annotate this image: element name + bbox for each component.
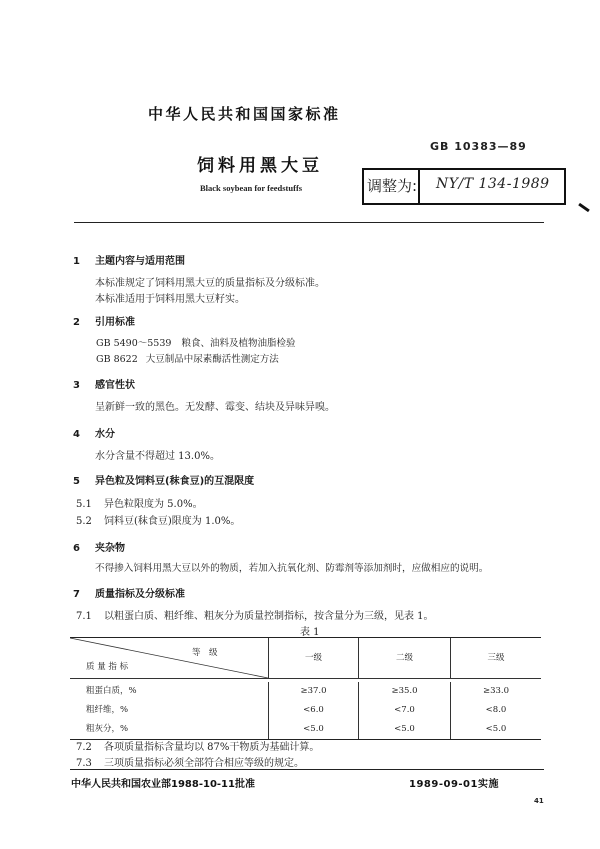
column-header: 一级 (268, 638, 358, 678)
clause-number: 7.2 (76, 742, 92, 753)
clause-7-1 (76, 607, 434, 622)
document-title-en: Black soybean for feedstuffs (200, 183, 303, 193)
table-corner-cell (70, 638, 268, 678)
section-number: 2 (73, 317, 80, 328)
section-title: 主题内容与适用范围 (95, 256, 185, 267)
column-header: 三级 (450, 638, 541, 678)
section-title: 水分 (95, 429, 115, 440)
table-header-row (70, 637, 541, 679)
row-label: 粗灰分，% (86, 724, 129, 734)
table-cell: <6.0 (268, 701, 358, 720)
section-7-heading (73, 585, 185, 600)
clause-number: 5.2 (76, 516, 92, 527)
reference-item (96, 351, 279, 365)
table-cell: <5.0 (268, 720, 358, 739)
adjustment-stamp (362, 168, 566, 205)
corner-top-label: 等 级 (192, 648, 218, 658)
section-number: 7 (73, 589, 80, 600)
table-cell: <7.0 (358, 701, 450, 720)
table-cell: <5.0 (450, 720, 541, 739)
approval-line: 中华人民共和国农业部1988-10-11批准 (71, 779, 255, 790)
stamp-value: NY/T 134-1989 (436, 176, 550, 192)
clause-number: 5.1 (76, 499, 92, 510)
section-3-paragraph: 呈新鲜一致的黑色。无发酵、霉变、结块及异味异嗅。 (95, 402, 335, 413)
clause-text: 各项质量指标含量均以 87%干物质为基础计算。 (104, 742, 320, 753)
clause-7-3 (76, 754, 304, 769)
document-title-cn: 饲料用黑大豆 (197, 156, 323, 176)
section-5-heading (73, 472, 254, 487)
clause-5-1 (76, 495, 203, 510)
section-number: 5 (73, 476, 80, 487)
column-header: 二级 (358, 638, 450, 678)
clause-number: 7.3 (76, 758, 92, 769)
section-number: 1 (73, 256, 80, 267)
row-label: 粗纤维，% (86, 705, 129, 715)
clause-number: 7.1 (76, 611, 92, 622)
section-1-paragraph-1: 本标准规定了饲料用黑大豆的质量指标及分级标准。 (95, 278, 325, 289)
clause-text: 饲料豆(秣食豆)限度为 1.0%。 (104, 516, 241, 527)
standard-code: GB 10383—89 (430, 140, 527, 153)
diagonal-divider (70, 638, 268, 678)
quality-grade-table (70, 637, 541, 740)
clause-5-2 (76, 512, 240, 527)
section-number: 6 (73, 543, 80, 554)
table-cell: <5.0 (358, 720, 450, 739)
section-1-heading (73, 252, 185, 267)
table-cell: ≥33.0 (450, 682, 541, 701)
table-cell: ≥35.0 (358, 682, 450, 701)
section-title: 引用标准 (95, 317, 135, 328)
section-6-heading (73, 539, 125, 554)
section-3-heading (73, 376, 135, 391)
table-cell: ≥37.0 (268, 682, 358, 701)
corner-bottom-label: 质 量 指 标 (86, 662, 129, 672)
clause-text: 三项质量指标必须全部符合相应等级的规定。 (104, 758, 304, 769)
clause-7-2 (76, 738, 319, 753)
section-title: 夹杂物 (95, 543, 125, 554)
clause-text: 异色粒限度为 5.0%。 (104, 499, 203, 510)
national-standard-heading: 中华人民共和国国家标准 (148, 105, 341, 123)
table-row (70, 720, 541, 740)
section-1-paragraph-2: 本标准适用于饲料用黑大豆籽实。 (95, 294, 245, 305)
section-4-paragraph: 水分含量不得超过 13.0%。 (95, 451, 220, 462)
table-row (70, 679, 541, 701)
section-title: 感官性状 (95, 380, 135, 391)
section-title: 异色粒及饲料豆(秣食豆)的互混限度 (95, 476, 255, 487)
reference-item (96, 335, 295, 349)
section-4-heading (73, 425, 115, 440)
section-2-heading (73, 313, 135, 328)
stamp-label: 调整为: (364, 170, 420, 203)
section-6-paragraph: 不得掺入饲料用黑大豆以外的物质，若加入抗氧化剂、防霉剂等添加剂时，应做相应的说明。 (95, 563, 489, 574)
pen-mark (578, 203, 590, 212)
footer-divider (70, 769, 544, 770)
table-caption: 表 1 (300, 627, 320, 638)
section-number: 4 (73, 429, 80, 440)
implementation-date: 1989-09-01实施 (409, 779, 499, 790)
reference-code: GB 5490～5539 (96, 338, 172, 349)
reference-title: 粮食、油料及植物油脂检验 (181, 338, 296, 349)
page-number: 41 (534, 797, 544, 805)
clause-text: 以粗蛋白质、粗纤维、粗灰分为质量控制指标，按含量分为三级，见表 1。 (104, 611, 434, 622)
section-title: 质量指标及分级标准 (95, 589, 185, 600)
reference-title: 大豆制品中尿素酶活性测定方法 (145, 354, 279, 365)
reference-code: GB 8622 (96, 354, 138, 365)
row-label: 粗蛋白质，% (86, 686, 137, 696)
section-number: 3 (73, 380, 80, 391)
header-divider (74, 222, 544, 223)
table-cell: <8.0 (450, 701, 541, 720)
table-row (70, 701, 541, 720)
